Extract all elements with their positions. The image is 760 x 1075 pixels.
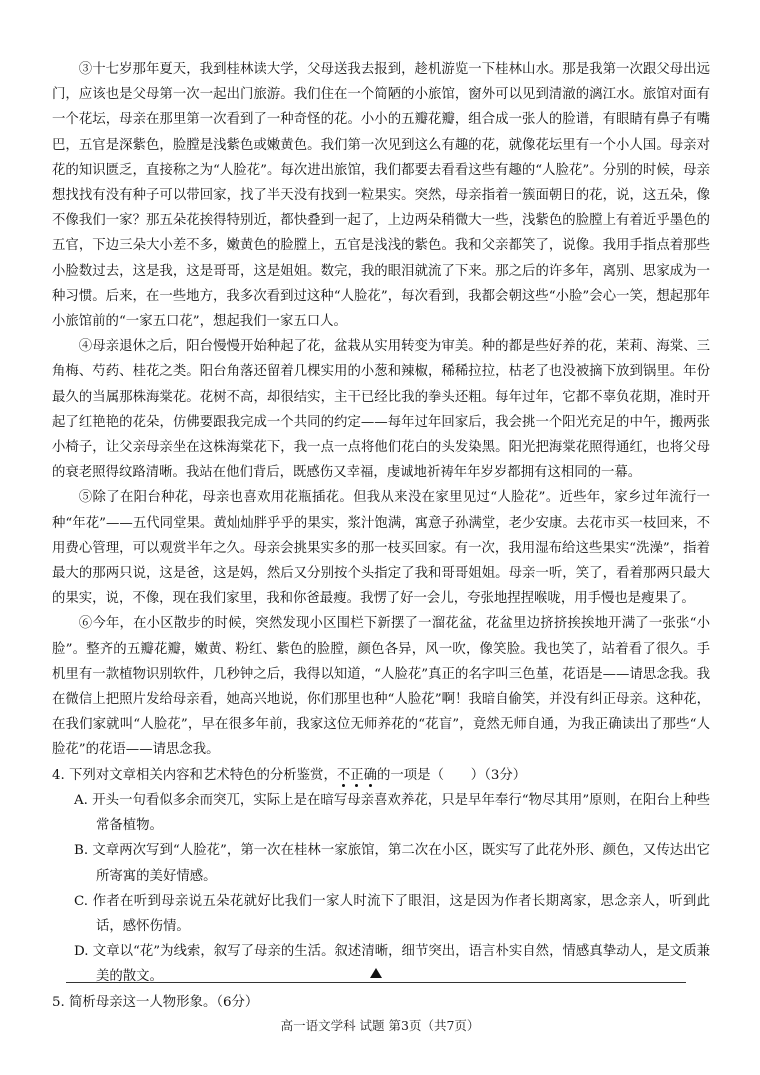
option-b: B. 文章两次写到“人脸花”，第一次在桂林一家旅馆，第二次在小区，既实写了此花外形、颜色，又传达出它所寄寓的美好情感。 [74,843,710,884]
emphasis-char-2: 正 [350,767,364,783]
answer-line [66,982,686,983]
question-4-stem [52,763,710,788]
paragraph-6: ⑥今年，在小区散步的时候，突然发现小区围栏下新摆了一溜花盆，花盆里边挤挤挨挨地开满了一张张“小脸”。整齐的五瓣花瓣，嫩黄、粉红、紫色的脸膛，颜色各异，风一吹，像笑脸。我也笑了，站着看了很久。手机里有一款植物识别软件，几秒钟之后，我得以知道，“人脸花”真正的名字叫三色堇，花语是——请思念我。我在微信上把照片发给母亲看，她高兴地说，你们那里也种“人脸花”啊！我暗自偷笑，并没有纠正母亲。这种花，在我们家就叫“人脸花”，早在很多年前，我家这位无师养花的“花盲”，竟然无师自通，为我正确读出了那些“人脸花”的花语——请思念我。 [52,616,710,758]
emphasis-char-1: 不 [336,767,351,783]
emphasis-char-3: 确 [363,767,378,783]
option-d: D. 文章以“花”为线索，叙写了母亲的生活。叙述清晰，细节突出，语言朴实自然，情感真挚动人，是文质兼美的散文。 [74,944,710,985]
content-area [52,57,710,1015]
question-4-stem-before: 4. 下列对文章相关内容和艺术特色的分析鉴赏， [52,767,337,783]
page-footer: 高一语文学科 试题 第3页（共7页） [280,1018,480,1033]
question-5: 5. 简析母亲这一人物形象。（6分） [52,994,259,1010]
option-c: C. 作者在听到母亲说五朵花就好比我们一家人时流下了眼泪，这是因为作者长期离家，思念亲人，听到此话，感怀伤情。 [74,893,710,934]
question-4-stem-after: 的一项是（ ）（3分） [377,767,527,783]
option-a: A. 开头一句看似多余而突兀，实际上是在暗写母亲喜欢养花，只是早年奉行“物尽其用”原则，在阳台上种些常备植物。 [74,792,710,834]
paragraph-4: ④母亲退休之后，阳台慢慢开始种起了花，盆栽从实用转变为审美。种的都是些好养的花，茉莉、海棠、三角梅、芍药、桂花之类。阳台角落还留着几棵实用的小葱和辣椒，稀稀拉拉，枯老了也没被摘下放到锅里。年份最久的当属那株海棠花。花树不高，却很结实，主干已经比我的拳头还粗。每年过年，它都不辜负花期，准时开起了红艳艳的花朵，仿佛要跟我完成一个共同的约定——每年过年回家后，我会挑一个阳光充足的中午，搬两张小椅子，让父亲母亲坐在这株海棠花下，我一点一点将他们花白的头发染黑。阳光把海棠花照得通红，也将父母的衰老照得纹路清晰。我站在他们背后，既感伤又幸福，虔诚地祈祷年年岁岁都拥有这相同的一幕。 [52,339,710,481]
paragraph-5: ⑤除了在阳台种花，母亲也喜欢用花瓶插花。但我从来没在家里见过“人脸花”。近些年，家乡过年流行一种“年花”——五代同堂果。黄灿灿胖乎乎的果实，浆汁饱满，寓意子孙满堂，老少安康。去花市买一枝回来，不用费心管理，可以观赏半年之久。母亲会挑果实多的那一枝买回家。有一次，我用湿布给这些果实“洗澡”，指着最大的那两只说，这是爸，这是妈，然后又分别按个头指定了我和哥哥姐姐。母亲一听，笑了，看着那两只最大的果实，说，不像，现在我们家里，我和你爸最瘦。我愣了好一会儿，夸张地捏捏喉咙，用手慢也是瘦果了。 [52,490,710,607]
paragraph-3: ③十七岁那年夏天，我到桂林读大学，父母送我去报到，趁机游览一下桂林山水。那是我第一次跟父母出远门，应该也是父母第一次一起出门旅游。我们住在一个简陋的小旅馆，窗外可以见到清澈的漓江水。旅馆对面有一个花坛，母亲在那里第一次看到了一种奇怪的花。小小的五瓣花瓣，组合成一张人的脸谱，有眼睛有鼻子有嘴巴，五官是深紫色，脸膛是浅紫色或嫩黄色。我们第一次见到这么有趣的花，就像花坛里有一个小人国。母亲对花的知识匮乏，直接称之为“人脸花”。每次进出旅馆，我们都要去看看这些有趣的“人脸花”。分别的时候，母亲想找找有没有种子可以带回家，找了半天没有找到一粒果实。突然，母亲指着一簇面朝日的花，说，这五朵，像不像我们一家？那五朵花挨得特别近，都快叠到一起了，上边两朵稍微大一些，浅紫色的脸膛上有着近乎墨色的五官，下边三朵大小差不多，嫩黄色的脸膛上，五官是浅浅的紫色。我和父亲都笑了，说像。我用手指点着那些小脸数过去，这是我，这是哥哥，这是姐姐。数完，我的眼泪就流了下来。那之后的许多年，离别、思家成为一种习惯。后来，在一些地方，我多次看到过这种“人脸花”，每次看到，我都会朝这些“小脸”会心一笑，想起那年小旅馆前的“一家五口花”，想起我们一家五口人。 [52,62,710,330]
answer-marker-triangle-icon [370,968,382,978]
